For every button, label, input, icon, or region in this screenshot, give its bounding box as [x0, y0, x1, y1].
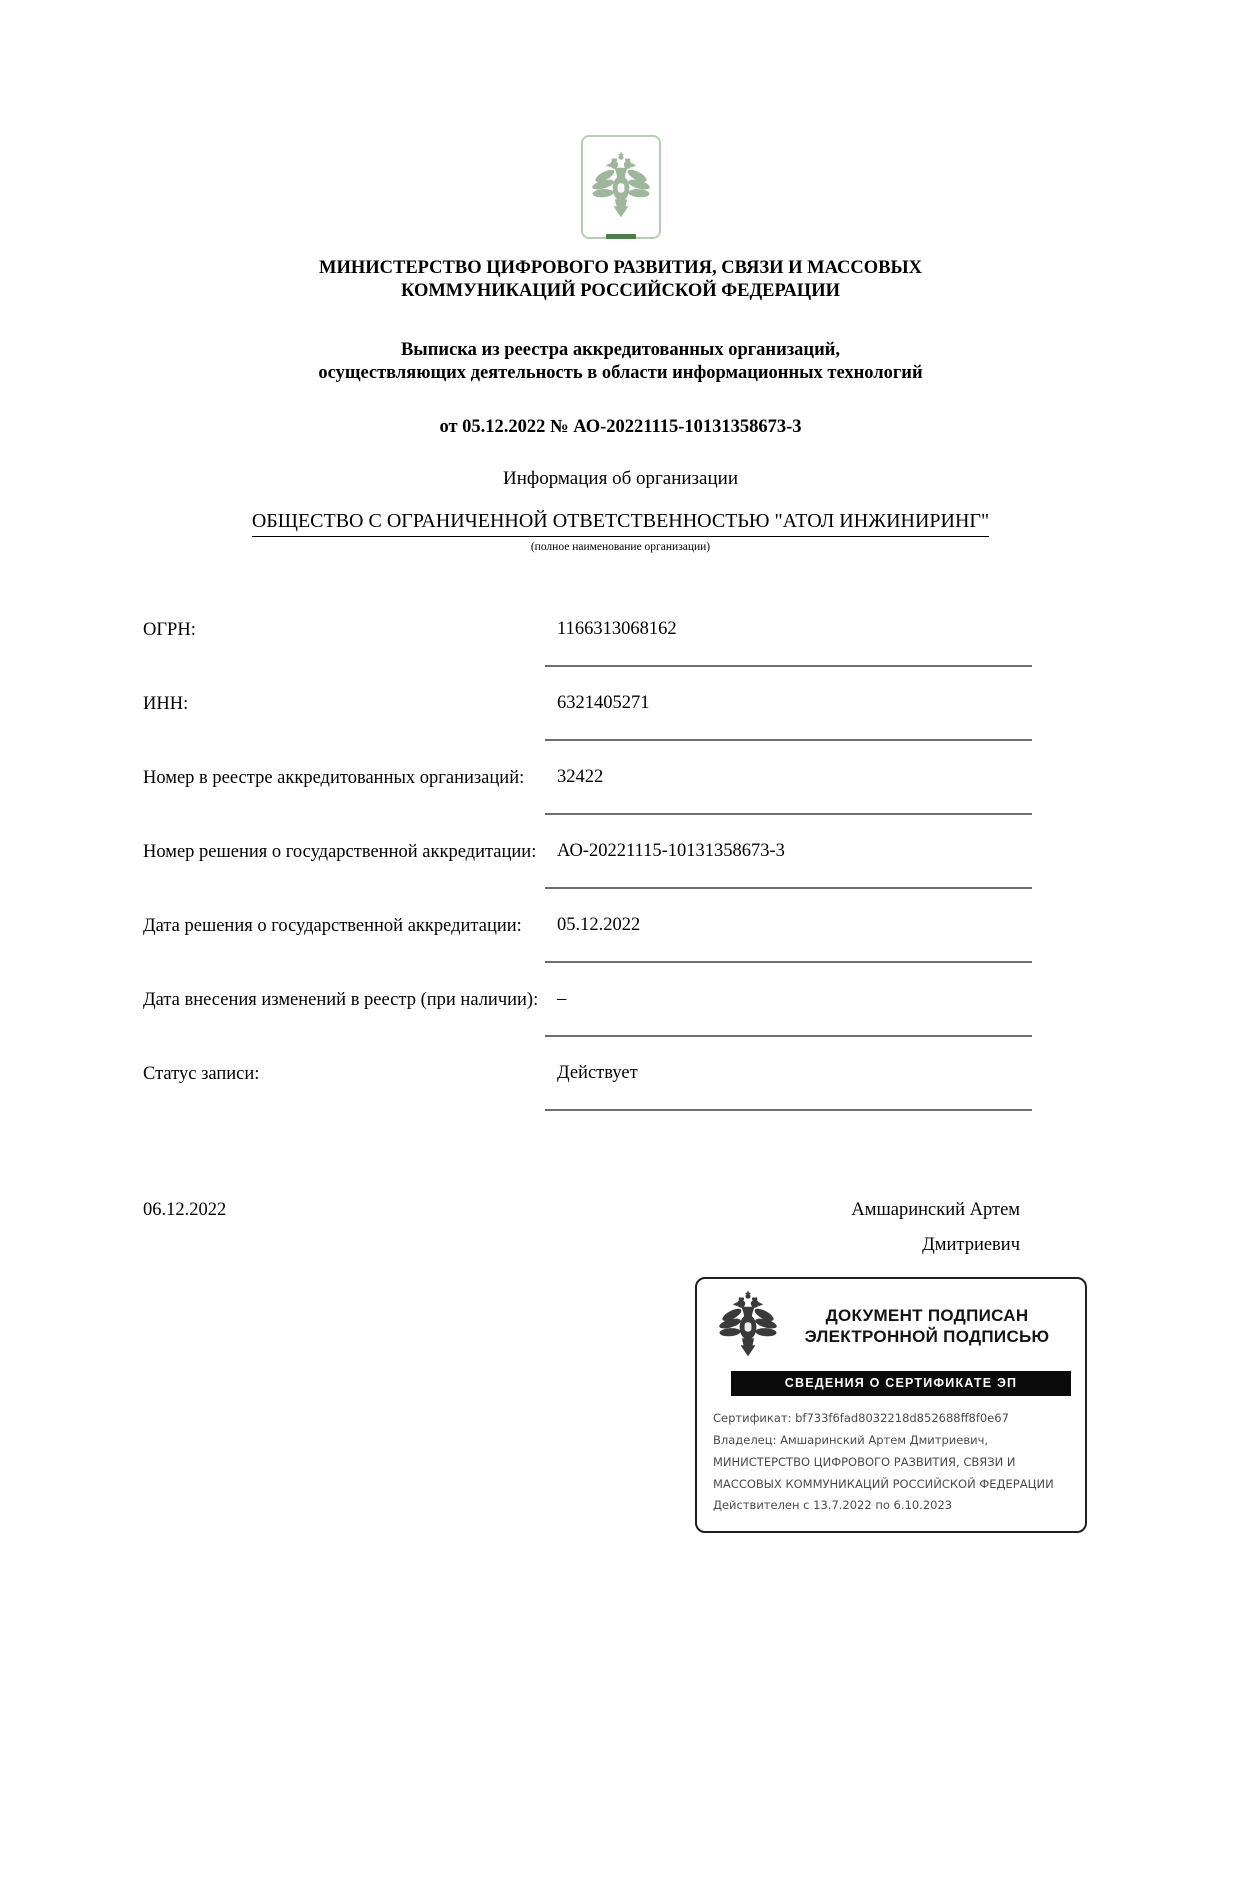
emblem-base-mark [606, 234, 636, 239]
field-row-decision-number [143, 815, 1032, 889]
field-row-record-status [143, 1037, 1032, 1111]
field-label: Номер в реестре аккредитованных организаций: [143, 768, 525, 788]
ministry-title-line2: КОММУНИКАЦИЙ РОССИЙСКОЙ ФЕДЕРАЦИИ [401, 281, 840, 301]
stamp-title-line2: ЭЛЕКТРОННОЙ ПОДПИСЬЮ [804, 1327, 1050, 1346]
field-value: 05.12.2022 [545, 889, 1032, 963]
field-row-registry-number [143, 741, 1032, 815]
field-label: Дата решения о государственной аккредитации: [143, 916, 522, 936]
stamp-certificate: Сертификат: bf733f6fad8032218d852688ff8f0e67 [713, 1411, 1009, 1425]
field-label: Номер решения о государственной аккредитации: [143, 842, 537, 862]
extract-subtitle [0, 339, 1241, 385]
field-label: Статус записи: [143, 1064, 260, 1084]
stamp-title-line1: ДОКУМЕНТ ПОДПИСАН [825, 1306, 1029, 1325]
field-label: ИНН: [143, 694, 189, 714]
signature-stamp [695, 1277, 1087, 1533]
field-label: ОГРН: [143, 620, 196, 640]
stamp-owner: Владелец: Амшаринский Артем Дмитриевич, МИНИСТЕРСТВО ЦИФРОВОГО РАЗВИТИЯ, СВЯЗИ И МАССОВЫХ КОММУНИКАЦИЙ РОССИЙСКОЙ ФЕДЕРАЦИИ [713, 1432, 1054, 1491]
stamp-validity: Действителен с 13.7.2022 по 6.10.2023 [713, 1498, 953, 1513]
extract-subtitle-line1: Выписка из реестра аккредитованных организаций, [400, 340, 841, 360]
footer-date: 06.12.2022 [143, 1200, 227, 1220]
top-emblem-box [581, 135, 661, 239]
extract-subtitle-line2: осуществляющих деятельность в области информационных технологий [318, 363, 923, 383]
stamp-details [697, 1404, 1085, 1531]
stamp-coat-of-arms-icon [717, 1291, 779, 1361]
footer-row [143, 1193, 1020, 1263]
field-row-amendment-date [143, 963, 1032, 1037]
field-row-ogrn [143, 593, 1032, 667]
ministry-title [0, 257, 1241, 303]
field-value: АО-20221115-10131358673-3 [545, 815, 1032, 889]
section-heading: Информация об организации [503, 468, 738, 489]
field-label: Дата внесения изменений в реестр (при наличии): [143, 990, 539, 1010]
doc-number: от 05.12.2022 № АО-20221115-10131358673-3 [439, 417, 802, 437]
field-value: 1166313068162 [545, 593, 1032, 667]
signer-name [851, 1193, 1020, 1263]
russia-coat-of-arms-icon [590, 152, 652, 222]
field-value: 6321405271 [545, 667, 1032, 741]
stamp-title [779, 1305, 1075, 1347]
field-value: 32422 [545, 741, 1032, 815]
signer-name-line1: Амшаринский Артем [851, 1200, 1020, 1220]
field-value: – [545, 963, 1032, 1037]
field-value: Действует [545, 1037, 1032, 1111]
stamp-banner: СВЕДЕНИЯ О СЕРТИФИКАТЕ ЭП [731, 1371, 1071, 1396]
signer-name-line2: Дмитриевич [922, 1235, 1020, 1255]
organization-name: ОБЩЕСТВО С ОГРАНИЧЕННОЙ ОТВЕТСТВЕННОСТЬЮ "АТОЛ ИНЖИНИРИНГ" [252, 510, 989, 537]
field-row-inn [143, 667, 1032, 741]
organization-name-note: (полное наименование организации) [530, 541, 711, 553]
fields-table [143, 593, 1032, 1111]
ministry-title-line1: МИНИСТЕРСТВО ЦИФРОВОГО РАЗВИТИЯ, СВЯЗИ И МАССОВЫХ [318, 258, 923, 278]
stamp-header [697, 1289, 1085, 1365]
field-row-decision-date [143, 889, 1032, 963]
